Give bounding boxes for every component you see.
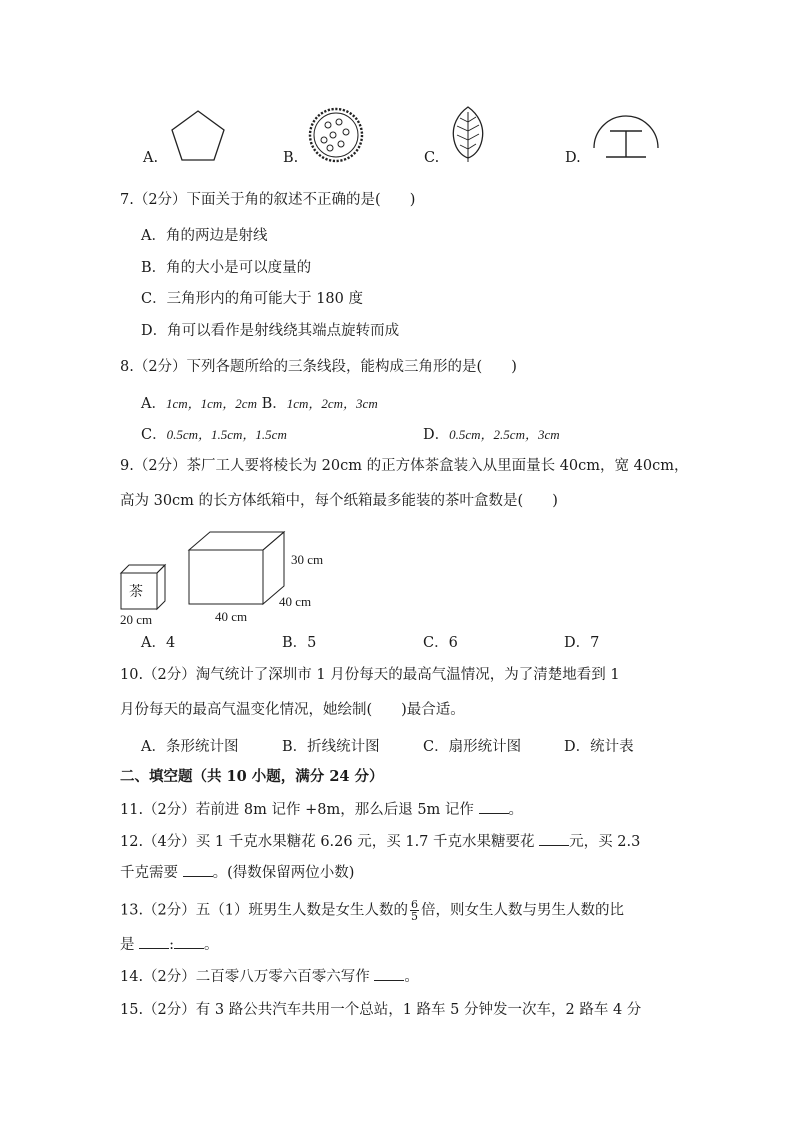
q13-answer-blank-2[interactable]: [174, 934, 204, 949]
q13-colon: :: [169, 937, 174, 953]
q6-option-d-label: D.: [565, 150, 581, 166]
q11-answer-blank[interactable]: [479, 799, 509, 814]
q8-option-c: [141, 425, 287, 445]
q12-line2-text: 千克需要: [120, 865, 183, 881]
q10-option-a: A．条形统计图: [141, 739, 239, 755]
q8-stem: 8.（2分）下列各题所给的三条线段，能构成三角形的是( ): [120, 359, 517, 375]
q13-frac-numerator: 6: [411, 898, 419, 911]
cube-edge-label: 20 cm: [120, 612, 153, 627]
q13-text: 13.（2分）五（1）班男生人数是女生人数的: [120, 902, 409, 919]
q8-option-d-label: D．: [423, 427, 450, 443]
q9-option-b: B．5: [282, 635, 317, 651]
q8-option-b-label: B．: [261, 396, 287, 412]
arch-symbol-icon: [590, 100, 662, 164]
leaf-icon: [448, 104, 488, 164]
q7-option-a: A．角的两边是射线: [141, 228, 268, 244]
q10-option-c: C．扇形统计图: [423, 739, 522, 755]
q8-option-a-values: 1cm，1cm，2cm: [165, 396, 257, 411]
q10-line-2: 月份每天的最高气温变化情况，她绘制( )最合适。: [120, 702, 465, 718]
q13-line2-text: 是: [120, 937, 140, 953]
q6-option-a-label: A.: [143, 150, 159, 166]
q8-option-b-values: 1cm，2cm，3cm: [286, 396, 378, 411]
q9-option-c: C．6: [423, 635, 458, 651]
q14-end: 。: [404, 969, 419, 985]
q12-line-2: [120, 862, 354, 883]
q13-line-2: [120, 934, 219, 955]
q11-end: 。: [508, 802, 524, 818]
q9-option-d: D．7: [564, 635, 600, 651]
tea-char: 茶: [129, 585, 143, 600]
q13-line-1: [120, 899, 624, 922]
box-depth-label: 40 cm: [279, 594, 312, 609]
q8-option-ab: [141, 394, 378, 414]
q8-option-a-label: A．: [141, 396, 166, 412]
q9-option-a: A．4: [141, 635, 176, 651]
q6-option-c-label: C.: [424, 150, 440, 166]
box-length-label: 40 cm: [215, 609, 248, 624]
q8-option-c-label: C．: [141, 427, 167, 443]
q10-line-1: 10.（2分）淘气统计了深圳市 1 月份每天的最高气温情况，为了清楚地看到 1: [120, 667, 620, 683]
q13-answer-blank-1[interactable]: [139, 934, 169, 949]
q13-text-end: 倍，则女生人数与男生人数的比: [421, 902, 625, 919]
q11-text: 11.（2分）若前进 8m 记作 +8m，那么后退 5m 记作: [120, 802, 479, 818]
q11: [120, 799, 523, 820]
round-biscuit-icon: [306, 106, 366, 164]
q12-mid: 元，买 2.3: [569, 834, 641, 850]
q9-line-1: 9.（2分）茶厂工人要将棱长为 20cm 的正方体茶盒装入从里面量长 40cm，宽 40cm，: [120, 458, 689, 474]
q8-option-d: [423, 425, 560, 445]
q12-line-1: [120, 831, 640, 852]
q12-answer-blank-2[interactable]: [183, 862, 213, 877]
q7-option-b: B．角的大小是可以度量的: [141, 260, 312, 276]
pentagon-icon: [168, 108, 228, 164]
q8-option-d-values: 0.5cm，2.5cm，3cm: [449, 427, 560, 442]
q7-option-c: C．三角形内的角可能大于 180 度: [141, 291, 363, 307]
q13-line2-end: 。: [204, 937, 219, 953]
q12-text: 12.（4分）买 1 千克水果糖花 6.26 元，买 1.7 千克水果糖要花: [120, 834, 540, 850]
q12-answer-blank-1[interactable]: [539, 831, 569, 846]
q14: [120, 966, 419, 987]
q12-line2-end: 。(得数保留两位小数): [212, 865, 355, 881]
q6-option-b-label: B.: [283, 150, 299, 166]
q14-text: 14.（2分）二百零八万零六百零六写作: [120, 969, 375, 985]
q13-frac-denominator: 5: [411, 910, 419, 923]
q8-option-c-values: 0.5cm，1.5cm，1.5cm: [166, 427, 287, 442]
q10-option-b: B．折线统计图: [282, 739, 380, 755]
box-height-label: 30 cm: [291, 552, 324, 567]
q9-line-2: 高为 30cm 的长方体纸箱中，每个纸箱最多能装的茶叶盒数是( ): [120, 493, 558, 509]
q10-option-d: D．统计表: [564, 739, 634, 755]
q7-stem: 7.（2分）下面关于角的叙述不正确的是( ): [120, 192, 416, 208]
q14-answer-blank[interactable]: [374, 966, 404, 981]
q15-line-1: 15.（2分）有 3 路公共汽车共用一个总站，1 路车 5 分钟发一次车，2 路车 4 分: [120, 1002, 642, 1018]
section-2-title: 二、填空题（共 10 小题，满分 24 分）: [120, 768, 384, 785]
q7-option-d: D．角可以看作是射线绕其端点旋转而成: [141, 323, 400, 339]
q13-fraction: [410, 899, 419, 922]
